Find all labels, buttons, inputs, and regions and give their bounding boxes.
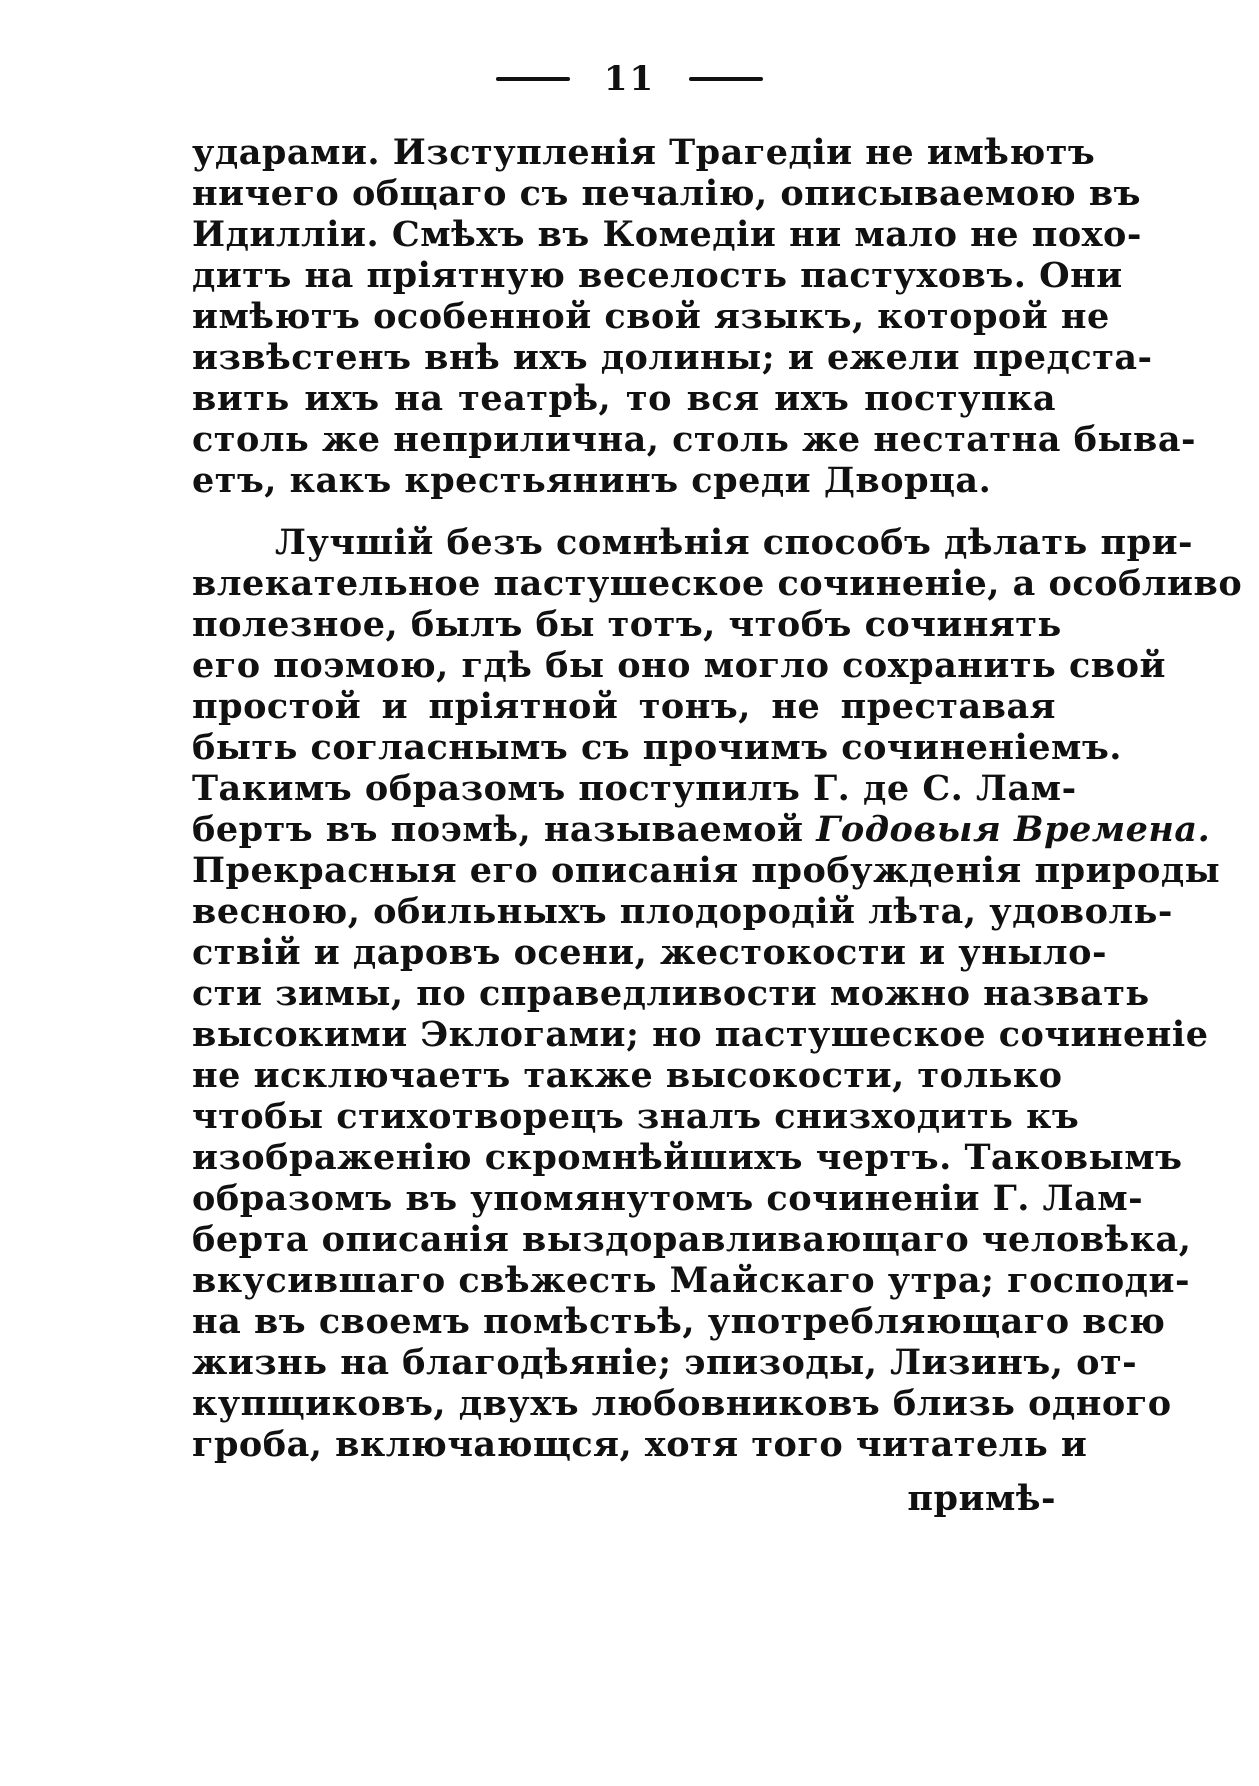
text-line: купщиковъ, двухъ любовниковъ близь одного <box>192 1383 1172 1424</box>
text-line: весною, обильныхъ плодородій лѣта, удоволь- <box>192 891 1173 932</box>
text-line: быть согласнымъ съ прочимъ сочиненіемъ. <box>192 727 1122 768</box>
text-line: чтобы стихотворецъ зналъ снизходить къ <box>192 1096 1080 1137</box>
text-line: Лучшій безъ сомнѣнія способъ дѣлать при- <box>275 522 1194 563</box>
text-line: ничего общаго съ печалію, описываемою въ <box>192 173 1141 214</box>
text-line: вить ихъ на театрѣ, то вся ихъ поступка <box>192 378 1056 419</box>
text-line: столь же неприлична, столь же нестатна быва- <box>192 419 1197 460</box>
text-line: берта описанія выздоравливающаго человѣка, <box>192 1219 1192 1260</box>
text-segment: бертъ въ поэмѣ, называемой <box>192 809 817 850</box>
text-line: етъ, какъ крестьянинъ среди Дворца. <box>192 460 992 501</box>
text-line: его поэмою, гдѣ бы оно могло сохранить свой <box>192 645 1166 686</box>
text-line: простой и пріятной тонъ, не преставая <box>192 686 1056 727</box>
page-number: 11 <box>603 59 656 99</box>
text-line: сти зимы, по справедливости можно назвать <box>192 973 1150 1014</box>
text-line: полезное, былъ бы тотъ, чтобъ сочинять <box>192 604 1062 645</box>
italic-book-title: Годовыя Времена. <box>816 809 1211 850</box>
text-line: извѣстенъ внѣ ихъ долины; и ежели предста- <box>192 337 1153 378</box>
text-line: не исключаетъ также высокости, только <box>192 1055 1063 1096</box>
text-line: ствій и даровъ осени, жестокости и уныло- <box>192 932 1107 973</box>
catchword: примѣ- <box>907 1478 1056 1519</box>
text-line: на въ своемъ помѣстьѣ, употребляющаго всю <box>192 1301 1166 1342</box>
header-rule-right <box>689 77 763 81</box>
page-header <box>0 59 1259 99</box>
text-line: жизнь на благодѣяніе; эпизоды, Лизинъ, от- <box>192 1342 1138 1383</box>
text-line: Идилліи. Смѣхъ въ Комедіи ни мало не похо- <box>192 214 1142 255</box>
text-line: изображенію скромнѣйшихъ чертъ. Таковымъ <box>192 1137 1183 1178</box>
text-line: влекательное пастушеское сочиненіе, а особливо <box>192 563 1243 604</box>
text-line: гроба, включающся, хотя того читатель и <box>192 1424 1088 1465</box>
text-line: Прекрасныя его описанія пробужденія природы <box>192 850 1221 891</box>
text-line: имѣютъ особенной свой языкъ, которой не <box>192 296 1110 337</box>
text-line: дитъ на пріятную веселость пастуховъ. Они <box>192 255 1123 296</box>
text-line: ударами. Изступленія Трагедіи не имѣютъ <box>192 132 1096 173</box>
text-line: вкусившаго свѣжесть Майскаго утра; господи- <box>192 1260 1190 1301</box>
header-rule-left <box>496 77 570 81</box>
text-line: высокими Эклогами; но пастушеское сочиненіе <box>192 1014 1209 1055</box>
text-line: Такимъ образомъ поступилъ Г. де С. Лам- <box>192 768 1077 809</box>
text-line-with-title <box>192 807 1211 853</box>
text-line: образомъ въ упомянутомъ сочиненіи Г. Лам- <box>192 1178 1144 1219</box>
